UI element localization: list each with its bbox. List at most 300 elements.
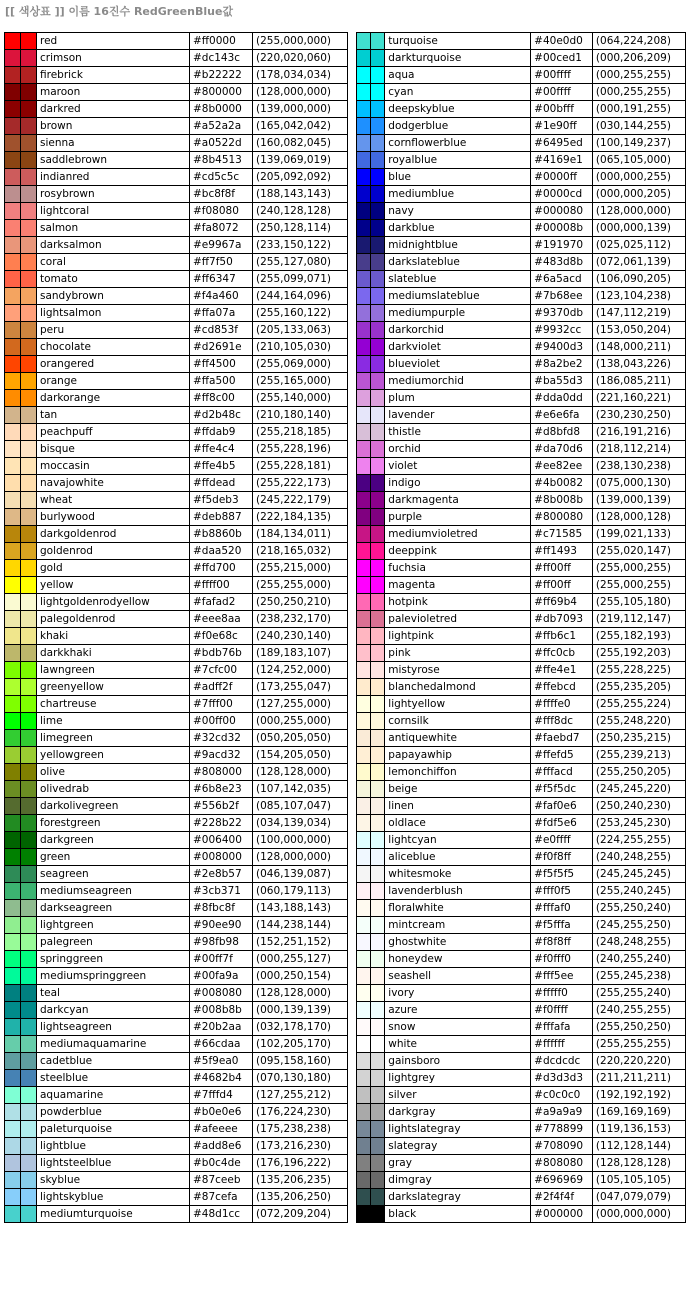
color-rgb-cell: (224,255,255) (592, 832, 685, 849)
color-hex-cell: #48d1cc (190, 1206, 253, 1223)
color-rgb-cell: (255,099,071) (253, 271, 348, 288)
color-hex-cell: #fff0f5 (531, 883, 593, 900)
color-hex-cell: #da70d6 (531, 441, 593, 458)
color-hex-cell: #ffe4b5 (190, 458, 253, 475)
color-swatch (21, 407, 37, 424)
color-rgb-cell: (211,211,211) (592, 1070, 685, 1087)
color-swatch (357, 1121, 371, 1138)
color-rgb-cell: (050,205,050) (253, 730, 348, 747)
color-row (357, 509, 686, 526)
color-hex-cell: #bdb76b (190, 645, 253, 662)
color-swatch (371, 67, 385, 84)
color-hex-cell: #fffff0 (531, 985, 593, 1002)
color-swatch (5, 985, 21, 1002)
color-swatch (21, 458, 37, 475)
color-name-cell: wheat (37, 492, 190, 509)
color-name-cell: navajowhite (37, 475, 190, 492)
color-hex-cell: #f4a460 (190, 288, 253, 305)
color-name-cell: powderblue (37, 1104, 190, 1121)
color-row (5, 84, 348, 101)
color-hex-cell: #fff8dc (531, 713, 593, 730)
color-hex-cell: #ff7f50 (190, 254, 253, 271)
color-row (357, 543, 686, 560)
color-rgb-cell: (199,021,133) (592, 526, 685, 543)
color-rgb-cell: (000,000,255) (592, 169, 685, 186)
color-rgb-cell: (219,112,147) (592, 611, 685, 628)
color-swatch (21, 951, 37, 968)
color-swatch (371, 1036, 385, 1053)
color-name-cell: darkgreen (37, 832, 190, 849)
color-rgb-cell: (139,069,019) (253, 152, 348, 169)
color-row (357, 220, 686, 237)
color-swatch (357, 509, 371, 526)
color-swatch (357, 832, 371, 849)
color-name-cell: forestgreen (37, 815, 190, 832)
color-name-cell: sandybrown (37, 288, 190, 305)
color-rgb-cell: (100,149,237) (592, 135, 685, 152)
color-name-cell: mediumseagreen (37, 883, 190, 900)
color-row (357, 764, 686, 781)
color-swatch (5, 611, 21, 628)
color-swatch (371, 985, 385, 1002)
color-swatch (357, 1155, 371, 1172)
color-name-cell: cadetblue (37, 1053, 190, 1070)
color-row (5, 135, 348, 152)
color-row (357, 900, 686, 917)
color-hex-cell: #b8860b (190, 526, 253, 543)
color-swatch (357, 985, 371, 1002)
color-rgb-cell: (248,248,255) (592, 934, 685, 951)
color-row (5, 645, 348, 662)
color-name-cell: cornsilk (385, 713, 531, 730)
color-row (5, 339, 348, 356)
color-rgb-cell: (178,034,034) (253, 67, 348, 84)
color-swatch (5, 492, 21, 509)
color-swatch (21, 152, 37, 169)
color-row (357, 1138, 686, 1155)
color-swatch (21, 832, 37, 849)
color-hex-cell: #00ced1 (531, 50, 593, 67)
color-name-cell: steelblue (37, 1070, 190, 1087)
color-row (5, 203, 348, 220)
color-swatch (5, 832, 21, 849)
color-name-cell: tan (37, 407, 190, 424)
color-name-cell: crimson (37, 50, 190, 67)
color-hex-cell: #00ffff (531, 67, 593, 84)
color-rgb-cell: (245,245,245) (592, 866, 685, 883)
color-swatch (21, 203, 37, 220)
color-name-cell: lightsalmon (37, 305, 190, 322)
color-hex-cell: #2f4f4f (531, 1189, 593, 1206)
color-swatch (5, 152, 21, 169)
color-hex-cell: #fff5ee (531, 968, 593, 985)
color-swatch (5, 1070, 21, 1087)
color-swatch (371, 662, 385, 679)
color-name-cell: mediumblue (385, 186, 531, 203)
color-hex-cell: #ffdead (190, 475, 253, 492)
color-swatch (21, 628, 37, 645)
color-swatch (5, 186, 21, 203)
color-rgb-cell: (152,251,152) (253, 934, 348, 951)
color-name-cell: blueviolet (385, 356, 531, 373)
color-name-cell: darkslateblue (385, 254, 531, 271)
color-rgb-cell: (255,000,000) (253, 33, 348, 50)
color-name-cell: darkkhaki (37, 645, 190, 662)
color-swatch (371, 169, 385, 186)
color-hex-cell: #eee8aa (190, 611, 253, 628)
color-swatch (21, 1206, 37, 1223)
color-swatch (5, 339, 21, 356)
color-hex-cell: #ba55d3 (531, 373, 593, 390)
color-swatch (371, 798, 385, 815)
color-row (5, 356, 348, 373)
color-row (5, 781, 348, 798)
color-rgb-cell: (220,220,220) (592, 1053, 685, 1070)
color-name-cell: mediumvioletred (385, 526, 531, 543)
color-hex-cell: #87cefa (190, 1189, 253, 1206)
color-hex-cell: #a9a9a9 (531, 1104, 593, 1121)
color-hex-cell: #4b0082 (531, 475, 593, 492)
color-row (357, 492, 686, 509)
color-swatch (5, 1019, 21, 1036)
color-swatch (371, 1121, 385, 1138)
color-swatch (357, 730, 371, 747)
color-swatch (5, 509, 21, 526)
color-name-cell: yellow (37, 577, 190, 594)
color-swatch (371, 951, 385, 968)
color-swatch (357, 628, 371, 645)
color-name-cell: mediumturquoise (37, 1206, 190, 1223)
color-swatch (371, 118, 385, 135)
color-name-cell: lightyellow (385, 696, 531, 713)
color-swatch (371, 1070, 385, 1087)
color-hex-cell: #90ee90 (190, 917, 253, 934)
color-name-cell: antiquewhite (385, 730, 531, 747)
color-hex-cell: #ffffe0 (531, 696, 593, 713)
color-row (5, 866, 348, 883)
color-hex-cell: #add8e6 (190, 1138, 253, 1155)
color-rgb-cell: (255,239,213) (592, 747, 685, 764)
color-hex-cell: #faf0e6 (531, 798, 593, 815)
color-swatch (21, 1087, 37, 1104)
color-name-cell: turquoise (385, 33, 531, 50)
color-swatch (371, 849, 385, 866)
color-name-cell: darkslategray (385, 1189, 531, 1206)
color-swatch (357, 101, 371, 118)
color-swatch (357, 764, 371, 781)
color-row (5, 237, 348, 254)
color-swatch (5, 288, 21, 305)
color-name-cell: lawngreen (37, 662, 190, 679)
color-rgb-cell: (222,184,135) (253, 509, 348, 526)
color-rgb-cell: (255,140,000) (253, 390, 348, 407)
color-swatch (5, 696, 21, 713)
color-swatch (371, 934, 385, 951)
color-name-cell: cyan (385, 84, 531, 101)
color-hex-cell: #bc8f8f (190, 186, 253, 203)
color-rgb-cell: (255,250,240) (592, 900, 685, 917)
color-row (357, 101, 686, 118)
color-swatch (371, 560, 385, 577)
color-swatch (5, 951, 21, 968)
color-name-cell: floralwhite (385, 900, 531, 917)
color-name-cell: cornflowerblue (385, 135, 531, 152)
color-row (357, 67, 686, 84)
color-hex-cell: #ffe4e1 (531, 662, 593, 679)
color-swatch (357, 594, 371, 611)
color-name-cell: lightblue (37, 1138, 190, 1155)
color-swatch (357, 1036, 371, 1053)
color-row (357, 713, 686, 730)
color-swatch (371, 492, 385, 509)
color-swatch (371, 203, 385, 220)
color-row (357, 577, 686, 594)
color-swatch (5, 628, 21, 645)
color-swatch (371, 1053, 385, 1070)
color-row (5, 985, 348, 1002)
color-swatch (371, 917, 385, 934)
color-name-cell: white (385, 1036, 531, 1053)
color-swatch (21, 849, 37, 866)
color-row (5, 1104, 348, 1121)
color-swatch (357, 1189, 371, 1206)
color-rgb-cell: (128,128,000) (253, 764, 348, 781)
color-row (5, 288, 348, 305)
color-swatch (21, 220, 37, 237)
color-swatch (357, 135, 371, 152)
color-name-cell: dimgray (385, 1172, 531, 1189)
color-swatch (371, 1104, 385, 1121)
color-swatch (5, 220, 21, 237)
color-swatch (371, 1155, 385, 1172)
color-name-cell: lightskyblue (37, 1189, 190, 1206)
color-swatch (357, 849, 371, 866)
color-swatch (5, 407, 21, 424)
color-row (5, 50, 348, 67)
color-swatch (21, 900, 37, 917)
color-rgb-cell: (135,206,235) (253, 1172, 348, 1189)
color-rgb-cell: (000,255,255) (592, 84, 685, 101)
color-swatch (5, 798, 21, 815)
color-swatch (21, 577, 37, 594)
color-rgb-cell: (154,205,050) (253, 747, 348, 764)
color-swatch (371, 900, 385, 917)
color-rgb-cell: (072,061,139) (592, 254, 685, 271)
color-name-cell: peru (37, 322, 190, 339)
color-swatch (357, 662, 371, 679)
color-row (357, 186, 686, 203)
color-row (357, 560, 686, 577)
color-swatch (5, 815, 21, 832)
color-row (5, 1206, 348, 1223)
color-swatch (21, 713, 37, 730)
color-name-cell: maroon (37, 84, 190, 101)
color-row (5, 118, 348, 135)
color-name-cell: darkgray (385, 1104, 531, 1121)
color-swatch (371, 611, 385, 628)
color-swatch (21, 186, 37, 203)
color-hex-cell: #deb887 (190, 509, 253, 526)
color-row (357, 305, 686, 322)
color-swatch (371, 458, 385, 475)
color-hex-cell: #0000cd (531, 186, 593, 203)
color-rgb-cell: (255,182,193) (592, 628, 685, 645)
color-hex-cell: #f5f5dc (531, 781, 593, 798)
color-swatch (357, 424, 371, 441)
color-hex-cell: #ee82ee (531, 458, 593, 475)
color-swatch (5, 254, 21, 271)
color-swatch (371, 305, 385, 322)
color-swatch (357, 407, 371, 424)
color-swatch (371, 543, 385, 560)
color-name-cell: lemonchiffon (385, 764, 531, 781)
color-hex-cell: #7fff00 (190, 696, 253, 713)
color-name-cell: honeydew (385, 951, 531, 968)
color-hex-cell: #c71585 (531, 526, 593, 543)
color-rgb-cell: (072,209,204) (253, 1206, 348, 1223)
color-name-cell: indianred (37, 169, 190, 186)
color-swatch (21, 288, 37, 305)
color-hex-cell: #ff1493 (531, 543, 593, 560)
color-row (357, 339, 686, 356)
color-row (5, 509, 348, 526)
color-swatch (21, 475, 37, 492)
color-swatch (21, 866, 37, 883)
color-rgb-cell: (128,128,128) (592, 1155, 685, 1172)
color-swatch (5, 1104, 21, 1121)
color-name-cell: green (37, 849, 190, 866)
color-rgb-cell: (221,160,221) (592, 390, 685, 407)
color-row (357, 832, 686, 849)
color-hex-cell: #4169e1 (531, 152, 593, 169)
color-row (5, 798, 348, 815)
color-hex-cell: #ffffff (531, 1036, 593, 1053)
color-swatch (357, 1087, 371, 1104)
color-rgb-cell: (030,144,255) (592, 118, 685, 135)
color-swatch (371, 390, 385, 407)
color-swatch (371, 628, 385, 645)
color-name-cell: paleturquoise (37, 1121, 190, 1138)
color-row (357, 747, 686, 764)
color-rgb-cell: (176,224,230) (253, 1104, 348, 1121)
color-rgb-cell: (065,105,000) (592, 152, 685, 169)
color-swatch (5, 866, 21, 883)
color-name-cell: indigo (385, 475, 531, 492)
color-rgb-cell: (220,020,060) (253, 50, 348, 67)
color-swatch (21, 169, 37, 186)
color-hex-cell: #d3d3d3 (531, 1070, 593, 1087)
color-rgb-cell: (255,218,185) (253, 424, 348, 441)
color-name-cell: snow (385, 1019, 531, 1036)
color-swatch (21, 118, 37, 135)
color-row (5, 390, 348, 407)
color-rgb-cell: (255,127,080) (253, 254, 348, 271)
color-swatch (357, 1138, 371, 1155)
color-rgb-cell: (255,069,000) (253, 356, 348, 373)
color-name-cell: palegoldenrod (37, 611, 190, 628)
color-row (357, 1002, 686, 1019)
color-table-left-body (5, 33, 348, 1223)
color-name-cell: seagreen (37, 866, 190, 883)
color-swatch (21, 271, 37, 288)
color-swatch (357, 1002, 371, 1019)
color-rgb-cell: (128,000,128) (592, 509, 685, 526)
color-row (357, 288, 686, 305)
color-hex-cell: #faebd7 (531, 730, 593, 747)
color-swatch (21, 815, 37, 832)
color-hex-cell: #008000 (190, 849, 253, 866)
color-rgb-cell: (255,255,255) (592, 1036, 685, 1053)
color-name-cell: chocolate (37, 339, 190, 356)
color-swatch (5, 577, 21, 594)
color-swatch (371, 220, 385, 237)
color-row (5, 1189, 348, 1206)
color-row (357, 33, 686, 50)
color-name-cell: rosybrown (37, 186, 190, 203)
color-swatch (21, 662, 37, 679)
color-swatch (357, 934, 371, 951)
color-hex-cell: #000000 (531, 1206, 593, 1223)
color-swatch (357, 475, 371, 492)
color-rgb-cell: (107,142,035) (253, 781, 348, 798)
color-swatch (21, 917, 37, 934)
color-hex-cell: #006400 (190, 832, 253, 849)
color-hex-cell: #000080 (531, 203, 593, 220)
color-rgb-cell: (245,255,250) (592, 917, 685, 934)
color-hex-cell: #00ffff (531, 84, 593, 101)
color-swatch (5, 1002, 21, 1019)
color-swatch (371, 1172, 385, 1189)
color-name-cell: olivedrab (37, 781, 190, 798)
color-name-cell: lightslategray (385, 1121, 531, 1138)
color-rgb-cell: (255,250,250) (592, 1019, 685, 1036)
color-swatch (21, 1104, 37, 1121)
color-rgb-cell: (138,043,226) (592, 356, 685, 373)
color-row (5, 101, 348, 118)
color-row (357, 458, 686, 475)
color-swatch (21, 968, 37, 985)
color-rgb-cell: (255,000,255) (592, 560, 685, 577)
color-row (357, 50, 686, 67)
color-hex-cell: #696969 (531, 1172, 593, 1189)
color-name-cell: darkblue (385, 220, 531, 237)
color-hex-cell: #ffc0cb (531, 645, 593, 662)
color-row (5, 1036, 348, 1053)
color-name-cell: purple (385, 509, 531, 526)
color-rgb-cell: (218,112,214) (592, 441, 685, 458)
color-name-cell: red (37, 33, 190, 50)
color-hex-cell: #6b8e23 (190, 781, 253, 798)
color-row (5, 577, 348, 594)
page-title: [[ 색상표 ]] 이름 16진수 RedGreenBlue값 (5, 5, 234, 18)
color-swatch (357, 288, 371, 305)
color-hex-cell: #b0c4de (190, 1155, 253, 1172)
color-row (357, 1053, 686, 1070)
color-hex-cell: #daa520 (190, 543, 253, 560)
color-swatch (371, 645, 385, 662)
color-hex-cell: #afeeee (190, 1121, 253, 1138)
color-swatch (371, 424, 385, 441)
color-row (5, 33, 348, 50)
color-name-cell: goldenrod (37, 543, 190, 560)
color-name-cell: navy (385, 203, 531, 220)
color-rgb-cell: (218,165,032) (253, 543, 348, 560)
color-name-cell: gainsboro (385, 1053, 531, 1070)
color-row (357, 798, 686, 815)
color-rgb-cell: (255,222,173) (253, 475, 348, 492)
color-row (357, 424, 686, 441)
color-swatch (357, 84, 371, 101)
